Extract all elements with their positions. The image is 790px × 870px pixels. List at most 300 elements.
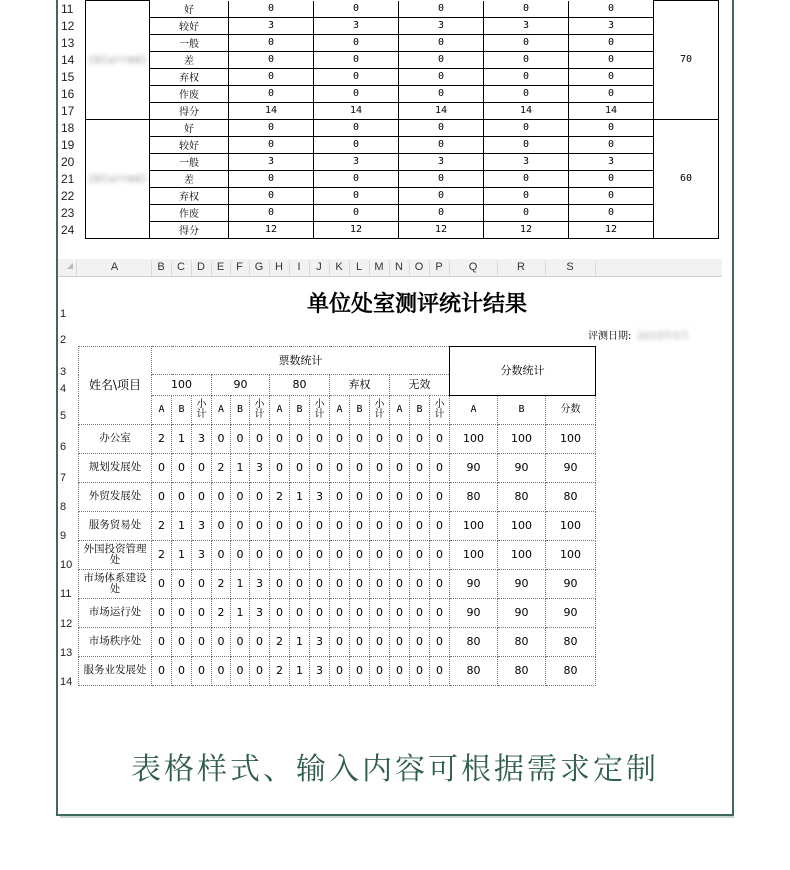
- vote-count-cell[interactable]: 0: [250, 425, 270, 454]
- rating-label[interactable]: 较好: [150, 17, 229, 34]
- vote-count-cell[interactable]: 0: [390, 483, 410, 512]
- vote-count-cell[interactable]: 0: [192, 628, 212, 657]
- column-header-k[interactable]: K: [329, 261, 350, 276]
- rating-label[interactable]: 好: [150, 119, 229, 136]
- unit-name[interactable]: 市场体系建设处: [79, 570, 152, 599]
- vote-count-cell[interactable]: 0: [430, 483, 450, 512]
- unit-name[interactable]: 外贸发展处: [79, 483, 152, 512]
- rating-label[interactable]: 得分: [150, 102, 229, 119]
- vote-count-cell[interactable]: 0: [430, 570, 450, 599]
- vote-count-cell[interactable]: 1: [290, 657, 310, 686]
- rating-count[interactable]: 0: [399, 187, 484, 204]
- column-header-n[interactable]: N: [389, 261, 410, 276]
- vote-count-cell[interactable]: 0: [290, 425, 310, 454]
- column-header-l[interactable]: L: [349, 261, 370, 276]
- vote-count-cell[interactable]: 0: [330, 570, 350, 599]
- vote-count-cell[interactable]: 0: [350, 512, 370, 541]
- vote-count-cell[interactable]: 0: [350, 570, 370, 599]
- column-header-o[interactable]: O: [409, 261, 430, 276]
- vote-count-cell[interactable]: 0: [250, 657, 270, 686]
- vote-count-cell[interactable]: 3: [310, 657, 330, 686]
- column-header-h[interactable]: H: [269, 261, 290, 276]
- vote-count-cell[interactable]: 0: [330, 657, 350, 686]
- score-cell[interactable]: 80: [450, 657, 498, 686]
- vote-count-cell[interactable]: 0: [250, 628, 270, 657]
- vote-count-cell[interactable]: 0: [350, 657, 370, 686]
- rating-count[interactable]: 14: [484, 102, 569, 119]
- rating-count[interactable]: 12: [399, 221, 484, 238]
- rating-count[interactable]: 0: [484, 136, 569, 153]
- score-cell[interactable]: 90: [498, 454, 546, 483]
- vote-count-cell[interactable]: 0: [350, 599, 370, 628]
- vote-count-cell[interactable]: 3: [250, 599, 270, 628]
- vote-count-cell[interactable]: 0: [290, 541, 310, 570]
- vote-count-cell[interactable]: 0: [370, 483, 390, 512]
- vote-count-cell[interactable]: 1: [172, 425, 192, 454]
- vote-count-cell[interactable]: 0: [350, 628, 370, 657]
- row-header-2[interactable]: 2: [60, 334, 67, 346]
- vote-count-cell[interactable]: 0: [290, 599, 310, 628]
- vote-count-cell[interactable]: 0: [152, 628, 172, 657]
- vote-count-cell[interactable]: 0: [231, 628, 250, 657]
- rating-count[interactable]: 0: [569, 34, 654, 51]
- rating-count[interactable]: 0: [399, 119, 484, 136]
- row-number[interactable]: 12: [58, 17, 86, 34]
- rating-count[interactable]: 12: [314, 221, 399, 238]
- score-cell[interactable]: 100: [546, 541, 596, 570]
- rating-count[interactable]: 0: [399, 51, 484, 68]
- rating-count[interactable]: 14: [399, 102, 484, 119]
- vote-count-cell[interactable]: 2: [270, 483, 290, 512]
- column-header-s[interactable]: S: [545, 261, 596, 276]
- rating-label[interactable]: 弃权: [150, 68, 229, 85]
- rating-count[interactable]: 3: [569, 17, 654, 34]
- rating-count[interactable]: 3: [484, 153, 569, 170]
- vote-count-cell[interactable]: 0: [410, 512, 430, 541]
- rating-count[interactable]: 14: [229, 102, 314, 119]
- row-number[interactable]: 24: [58, 221, 86, 238]
- rating-count[interactable]: 3: [229, 17, 314, 34]
- vote-count-cell[interactable]: 0: [330, 599, 350, 628]
- vote-count-cell[interactable]: 0: [231, 483, 250, 512]
- vote-count-cell[interactable]: 3: [250, 570, 270, 599]
- score-cell[interactable]: 80: [498, 657, 546, 686]
- row-number[interactable]: 13: [58, 34, 86, 51]
- column-header-m[interactable]: M: [369, 261, 390, 276]
- row-number[interactable]: 19: [58, 136, 86, 153]
- vote-count-cell[interactable]: 0: [290, 454, 310, 483]
- rating-count[interactable]: 0: [569, 1, 654, 18]
- vote-count-cell[interactable]: 2: [152, 512, 172, 541]
- score-cell[interactable]: 80: [546, 483, 596, 512]
- vote-count-cell[interactable]: 0: [172, 454, 192, 483]
- rating-count[interactable]: 0: [399, 1, 484, 18]
- row-number[interactable]: 17: [58, 102, 86, 119]
- vote-count-cell[interactable]: 0: [192, 483, 212, 512]
- rating-count[interactable]: 0: [399, 204, 484, 221]
- score-cell[interactable]: 90: [546, 599, 596, 628]
- score-cell[interactable]: 80: [546, 628, 596, 657]
- vote-count-cell[interactable]: 0: [172, 628, 192, 657]
- score-cell[interactable]: 100: [498, 541, 546, 570]
- vote-count-cell[interactable]: 1: [290, 628, 310, 657]
- rating-count[interactable]: 0: [569, 51, 654, 68]
- rating-count[interactable]: 0: [229, 85, 314, 102]
- vote-count-cell[interactable]: 0: [430, 657, 450, 686]
- rating-label[interactable]: 得分: [150, 221, 229, 238]
- rating-count[interactable]: 3: [314, 17, 399, 34]
- vote-count-cell[interactable]: 1: [290, 483, 310, 512]
- vote-count-cell[interactable]: 0: [370, 657, 390, 686]
- rating-count[interactable]: 14: [314, 102, 399, 119]
- score-cell[interactable]: 80: [450, 628, 498, 657]
- vote-count-cell[interactable]: 0: [192, 599, 212, 628]
- vote-count-cell[interactable]: 0: [152, 657, 172, 686]
- column-header-d[interactable]: D: [191, 261, 212, 276]
- vote-count-cell[interactable]: 3: [192, 512, 212, 541]
- column-header-e[interactable]: E: [211, 261, 231, 276]
- row-header-3[interactable]: 3: [60, 366, 67, 378]
- rating-count[interactable]: 0: [229, 204, 314, 221]
- rating-label[interactable]: 作废: [150, 204, 229, 221]
- vote-count-cell[interactable]: 0: [370, 512, 390, 541]
- vote-count-cell[interactable]: 0: [290, 570, 310, 599]
- rating-count[interactable]: 0: [569, 187, 654, 204]
- score-cell[interactable]: 100: [498, 425, 546, 454]
- vote-count-cell[interactable]: 0: [172, 599, 192, 628]
- row-number[interactable]: 14: [58, 51, 86, 68]
- rating-count[interactable]: 0: [569, 85, 654, 102]
- vote-count-cell[interactable]: 0: [152, 599, 172, 628]
- vote-count-cell[interactable]: 0: [270, 570, 290, 599]
- unit-name[interactable]: 服务贸易处: [79, 512, 152, 541]
- vote-count-cell[interactable]: 0: [152, 570, 172, 599]
- vote-count-cell[interactable]: 0: [370, 628, 390, 657]
- rating-count[interactable]: 0: [399, 136, 484, 153]
- score-cell[interactable]: 100: [546, 425, 596, 454]
- rating-count[interactable]: 3: [399, 153, 484, 170]
- vote-count-cell[interactable]: 3: [310, 483, 330, 512]
- rating-count[interactable]: 0: [314, 170, 399, 187]
- vote-count-cell[interactable]: 1: [231, 570, 250, 599]
- vote-count-cell[interactable]: 0: [330, 541, 350, 570]
- vote-count-cell[interactable]: 0: [350, 483, 370, 512]
- row-number[interactable]: 15: [58, 68, 86, 85]
- vote-count-cell[interactable]: 0: [250, 512, 270, 541]
- vote-count-cell[interactable]: 0: [270, 512, 290, 541]
- rating-count[interactable]: 0: [484, 170, 569, 187]
- vote-count-cell[interactable]: 0: [212, 425, 231, 454]
- score-cell[interactable]: 100: [450, 541, 498, 570]
- rating-count[interactable]: 0: [229, 119, 314, 136]
- vote-count-cell[interactable]: 0: [231, 657, 250, 686]
- rating-count[interactable]: 0: [314, 187, 399, 204]
- vote-count-cell[interactable]: 0: [270, 599, 290, 628]
- rating-count[interactable]: 0: [399, 68, 484, 85]
- rating-count[interactable]: 3: [229, 153, 314, 170]
- vote-count-cell[interactable]: 0: [410, 628, 430, 657]
- vote-count-cell[interactable]: 0: [212, 512, 231, 541]
- score-cell[interactable]: 100: [450, 512, 498, 541]
- row-header-10[interactable]: 10: [60, 559, 73, 571]
- rating-count[interactable]: 0: [314, 119, 399, 136]
- row-header-8[interactable]: 8: [60, 501, 67, 513]
- vote-count-cell[interactable]: 0: [192, 570, 212, 599]
- rating-label[interactable]: 较好: [150, 136, 229, 153]
- rating-count[interactable]: 0: [229, 170, 314, 187]
- vote-count-cell[interactable]: 3: [192, 425, 212, 454]
- rating-count[interactable]: 0: [569, 170, 654, 187]
- column-header-j[interactable]: J: [309, 261, 330, 276]
- vote-count-cell[interactable]: 0: [310, 512, 330, 541]
- vote-count-cell[interactable]: 0: [410, 454, 430, 483]
- vote-count-cell[interactable]: 0: [330, 425, 350, 454]
- rating-count[interactable]: 12: [569, 221, 654, 238]
- vote-count-cell[interactable]: 0: [212, 657, 231, 686]
- row-number[interactable]: 16: [58, 85, 86, 102]
- rating-label[interactable]: 作废: [150, 85, 229, 102]
- rating-count[interactable]: 0: [569, 68, 654, 85]
- column-header-q[interactable]: Q: [449, 261, 498, 276]
- vote-count-cell[interactable]: 0: [231, 541, 250, 570]
- rating-count[interactable]: 0: [484, 68, 569, 85]
- vote-count-cell[interactable]: 2: [270, 657, 290, 686]
- vote-count-cell[interactable]: 0: [410, 657, 430, 686]
- vote-count-cell[interactable]: 0: [390, 599, 410, 628]
- vote-count-cell[interactable]: 0: [370, 454, 390, 483]
- vote-count-cell[interactable]: 3: [310, 628, 330, 657]
- vote-count-cell[interactable]: 0: [270, 541, 290, 570]
- vote-count-cell[interactable]: 1: [231, 599, 250, 628]
- rating-count[interactable]: 3: [484, 17, 569, 34]
- score-cell[interactable]: 80: [450, 483, 498, 512]
- vote-count-cell[interactable]: 0: [390, 628, 410, 657]
- vote-count-cell[interactable]: 0: [370, 599, 390, 628]
- column-header-r[interactable]: R: [497, 261, 546, 276]
- vote-count-cell[interactable]: 0: [212, 483, 231, 512]
- rating-count[interactable]: 0: [399, 85, 484, 102]
- vote-count-cell[interactable]: 0: [370, 541, 390, 570]
- column-header-g[interactable]: G: [249, 261, 270, 276]
- score-cell[interactable]: 100: [546, 512, 596, 541]
- column-header-p[interactable]: P: [429, 261, 450, 276]
- vote-count-cell[interactable]: 2: [212, 454, 231, 483]
- vote-count-cell[interactable]: 0: [330, 628, 350, 657]
- vote-count-cell[interactable]: 2: [270, 628, 290, 657]
- column-header-a[interactable]: A: [78, 261, 152, 276]
- rating-label[interactable]: 一般: [150, 34, 229, 51]
- rating-count[interactable]: 0: [314, 34, 399, 51]
- rating-count[interactable]: 0: [314, 136, 399, 153]
- row-number[interactable]: 23: [58, 204, 86, 221]
- vote-count-cell[interactable]: 0: [270, 454, 290, 483]
- vote-count-cell[interactable]: 0: [390, 454, 410, 483]
- vote-count-cell[interactable]: 0: [152, 483, 172, 512]
- rating-count[interactable]: 3: [399, 17, 484, 34]
- vote-count-cell[interactable]: 0: [390, 657, 410, 686]
- score-cell[interactable]: 90: [450, 570, 498, 599]
- vote-count-cell[interactable]: 2: [212, 570, 231, 599]
- unit-name[interactable]: 市场秩序处: [79, 628, 152, 657]
- row-header-13[interactable]: 13: [60, 647, 73, 659]
- vote-count-cell[interactable]: 3: [250, 454, 270, 483]
- rating-count[interactable]: 0: [314, 68, 399, 85]
- rating-count[interactable]: 0: [229, 136, 314, 153]
- vote-count-cell[interactable]: 0: [430, 628, 450, 657]
- row-header-14[interactable]: 14: [60, 676, 73, 688]
- rating-count[interactable]: 0: [314, 85, 399, 102]
- vote-count-cell[interactable]: 0: [192, 454, 212, 483]
- column-header-b[interactable]: B: [151, 261, 172, 276]
- score-cell[interactable]: 90: [546, 454, 596, 483]
- rating-count[interactable]: 0: [229, 68, 314, 85]
- vote-count-cell[interactable]: 0: [270, 425, 290, 454]
- vote-count-cell[interactable]: 0: [330, 483, 350, 512]
- score-cell[interactable]: 90: [498, 599, 546, 628]
- vote-count-cell[interactable]: 3: [192, 541, 212, 570]
- vote-count-cell[interactable]: 0: [250, 541, 270, 570]
- vote-count-cell[interactable]: 0: [430, 599, 450, 628]
- rating-count[interactable]: 14: [569, 102, 654, 119]
- rating-label[interactable]: 弃权: [150, 187, 229, 204]
- row-header-9[interactable]: 9: [60, 530, 67, 542]
- vote-count-cell[interactable]: 0: [350, 454, 370, 483]
- vote-count-cell[interactable]: 2: [152, 425, 172, 454]
- vote-count-cell[interactable]: 0: [310, 541, 330, 570]
- vote-count-cell[interactable]: 0: [370, 425, 390, 454]
- rating-count[interactable]: 0: [569, 119, 654, 136]
- vote-count-cell[interactable]: 0: [310, 570, 330, 599]
- vote-count-cell[interactable]: 2: [212, 599, 231, 628]
- vote-count-cell[interactable]: 0: [390, 425, 410, 454]
- vote-count-cell[interactable]: 0: [430, 512, 450, 541]
- vote-count-cell[interactable]: 0: [430, 454, 450, 483]
- column-header-f[interactable]: F: [230, 261, 250, 276]
- score-cell[interactable]: 100: [498, 512, 546, 541]
- score-cell[interactable]: 80: [498, 483, 546, 512]
- vote-count-cell[interactable]: 0: [370, 570, 390, 599]
- vote-count-cell[interactable]: 0: [350, 541, 370, 570]
- vote-count-cell[interactable]: 1: [231, 454, 250, 483]
- rating-count[interactable]: 3: [569, 153, 654, 170]
- rating-count[interactable]: 0: [314, 51, 399, 68]
- rating-count[interactable]: 12: [229, 221, 314, 238]
- rating-count[interactable]: 0: [484, 119, 569, 136]
- vote-count-cell[interactable]: 0: [231, 425, 250, 454]
- rating-count[interactable]: 0: [229, 187, 314, 204]
- vote-count-cell[interactable]: 0: [250, 483, 270, 512]
- unit-name[interactable]: 规划发展处: [79, 454, 152, 483]
- score-cell[interactable]: 80: [546, 657, 596, 686]
- vote-count-cell[interactable]: 0: [430, 425, 450, 454]
- vote-count-cell[interactable]: 0: [390, 570, 410, 599]
- vote-count-cell[interactable]: 0: [212, 541, 231, 570]
- rating-count[interactable]: 0: [484, 34, 569, 51]
- vote-count-cell[interactable]: 0: [290, 512, 310, 541]
- vote-count-cell[interactable]: 0: [172, 657, 192, 686]
- unit-name[interactable]: 服务业发展处: [79, 657, 152, 686]
- vote-count-cell[interactable]: 0: [430, 541, 450, 570]
- vote-count-cell[interactable]: 0: [212, 628, 231, 657]
- column-header-c[interactable]: C: [171, 261, 192, 276]
- unit-name[interactable]: 办公室: [79, 425, 152, 454]
- score-cell[interactable]: 90: [450, 454, 498, 483]
- row-header-5[interactable]: 5: [60, 410, 67, 422]
- rating-count[interactable]: 12: [484, 221, 569, 238]
- vote-count-cell[interactable]: 0: [310, 599, 330, 628]
- vote-count-cell[interactable]: 0: [310, 425, 330, 454]
- row-number[interactable]: 22: [58, 187, 86, 204]
- vote-count-cell[interactable]: 0: [172, 483, 192, 512]
- rating-count[interactable]: 0: [569, 204, 654, 221]
- rating-count[interactable]: 0: [484, 51, 569, 68]
- vote-count-cell[interactable]: 0: [410, 483, 430, 512]
- rating-count[interactable]: 0: [484, 85, 569, 102]
- rating-count[interactable]: 0: [399, 34, 484, 51]
- rating-count[interactable]: 0: [229, 1, 314, 18]
- vote-count-cell[interactable]: 0: [410, 425, 430, 454]
- row-header-12[interactable]: 12: [60, 618, 73, 630]
- vote-count-cell[interactable]: 1: [172, 541, 192, 570]
- row-number[interactable]: 20: [58, 153, 86, 170]
- vote-count-cell[interactable]: 0: [330, 454, 350, 483]
- vote-count-cell[interactable]: 1: [172, 512, 192, 541]
- rating-count[interactable]: 0: [569, 136, 654, 153]
- rating-count[interactable]: 0: [484, 1, 569, 18]
- rating-label[interactable]: 一般: [150, 153, 229, 170]
- vote-count-cell[interactable]: 0: [410, 541, 430, 570]
- vote-count-cell[interactable]: 0: [310, 454, 330, 483]
- vote-count-cell[interactable]: 0: [390, 541, 410, 570]
- row-number[interactable]: 11: [58, 1, 86, 18]
- row-header-11[interactable]: 11: [60, 588, 72, 600]
- rating-label[interactable]: 好: [150, 1, 229, 18]
- rating-count[interactable]: 0: [229, 51, 314, 68]
- rating-label[interactable]: 差: [150, 170, 229, 187]
- rating-count[interactable]: 0: [314, 204, 399, 221]
- row-header-4[interactable]: 4: [60, 383, 67, 395]
- rating-count[interactable]: 0: [314, 1, 399, 18]
- vote-count-cell[interactable]: 0: [410, 599, 430, 628]
- score-cell[interactable]: 80: [498, 628, 546, 657]
- row-number[interactable]: 21: [58, 170, 86, 187]
- vote-count-cell[interactable]: 0: [390, 512, 410, 541]
- rating-count[interactable]: 3: [314, 153, 399, 170]
- rating-count[interactable]: 0: [229, 34, 314, 51]
- vote-count-cell[interactable]: 0: [152, 454, 172, 483]
- vote-count-cell[interactable]: 0: [192, 657, 212, 686]
- rating-label[interactable]: 差: [150, 51, 229, 68]
- score-cell[interactable]: 90: [546, 570, 596, 599]
- row-number[interactable]: 18: [58, 119, 86, 136]
- rating-count[interactable]: 0: [484, 204, 569, 221]
- unit-name[interactable]: 外国投资管理处: [79, 541, 152, 570]
- row-header-1[interactable]: 1: [60, 308, 67, 320]
- vote-count-cell[interactable]: 2: [152, 541, 172, 570]
- vote-count-cell[interactable]: 0: [231, 512, 250, 541]
- vote-count-cell[interactable]: 0: [172, 570, 192, 599]
- row-header-7[interactable]: 7: [60, 472, 67, 484]
- score-cell[interactable]: 90: [450, 599, 498, 628]
- rating-count[interactable]: 0: [484, 187, 569, 204]
- rating-count[interactable]: 0: [399, 170, 484, 187]
- score-cell[interactable]: 90: [498, 570, 546, 599]
- select-all-corner[interactable]: ◢: [64, 261, 77, 276]
- column-header-i[interactable]: I: [289, 261, 310, 276]
- vote-count-cell[interactable]: 0: [410, 570, 430, 599]
- score-cell[interactable]: 100: [450, 425, 498, 454]
- vote-count-cell[interactable]: 0: [330, 512, 350, 541]
